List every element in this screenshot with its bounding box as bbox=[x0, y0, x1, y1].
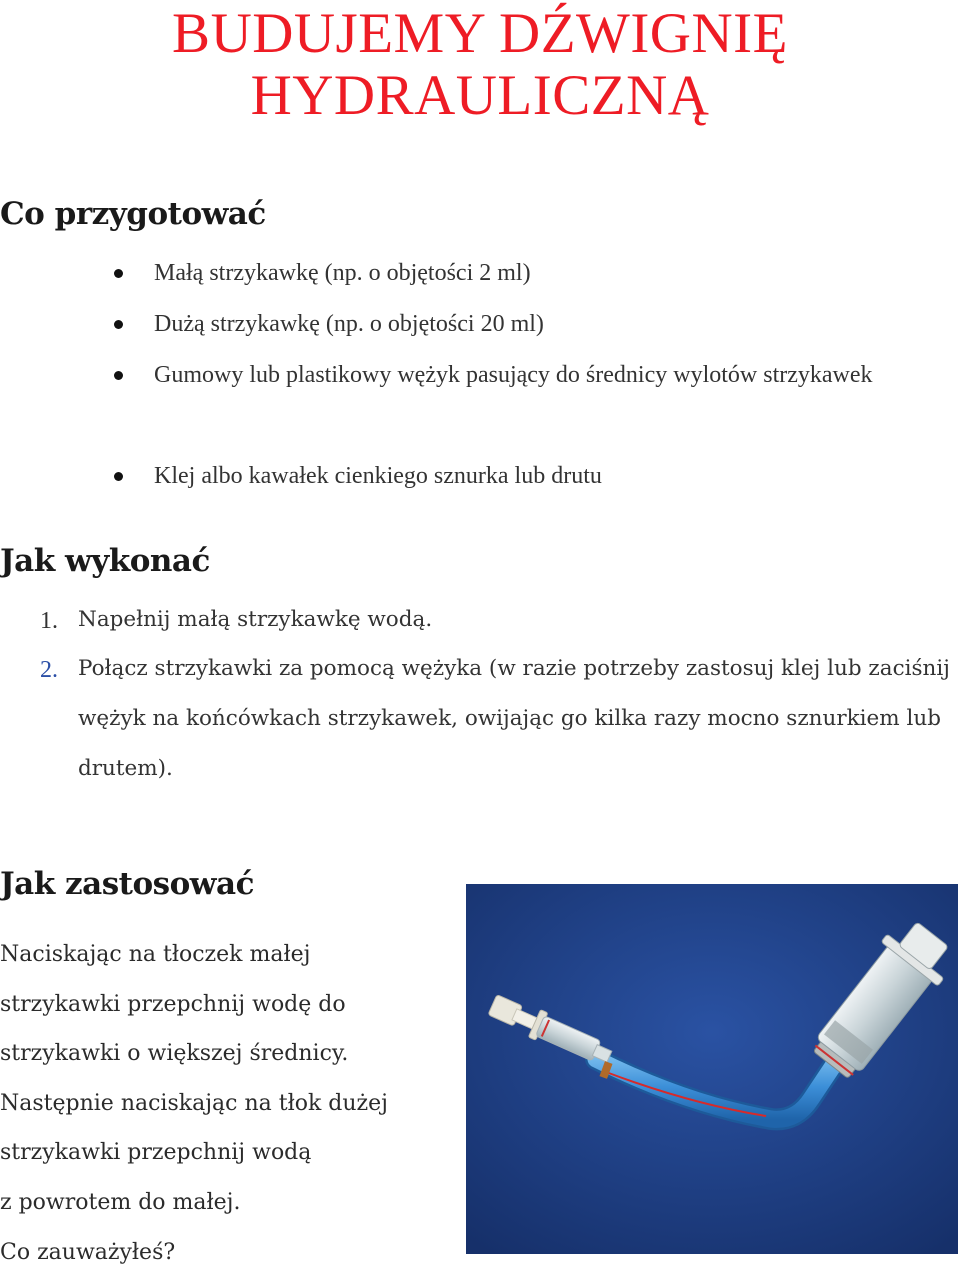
paragraph-line: Co zauważyłeś? bbox=[0, 1239, 176, 1265]
paragraph-line: strzykawki przepchnij wodę do bbox=[0, 991, 346, 1017]
list-item-text: Klej albo kawałek cienkiego sznurka lub drutu bbox=[154, 463, 602, 489]
paragraph-line: z powrotem do małej. bbox=[0, 1189, 241, 1215]
section-heading-prepare: Co przygotować bbox=[0, 196, 266, 232]
step-number: 2. bbox=[40, 657, 58, 683]
page-title-line-1: BUDUJEMY DŹWIGNIĘ bbox=[172, 2, 788, 65]
bullet-icon bbox=[114, 472, 123, 481]
instructions-paragraph bbox=[0, 930, 440, 1277]
bullet-icon bbox=[114, 320, 123, 329]
paragraph-line: Następnie naciskając na tłok dużej bbox=[0, 1090, 388, 1116]
step-text: Napełnij małą strzykawkę wodą. bbox=[78, 607, 433, 632]
list-item-text: Dużą strzykawkę (np. o objętości 20 ml) bbox=[154, 311, 544, 337]
list-item-text: Małą strzykawkę (np. o objętości 2 ml) bbox=[154, 260, 531, 286]
bullet-icon bbox=[114, 269, 123, 278]
section-heading-how: Jak wykonać bbox=[0, 543, 210, 579]
bullet-icon bbox=[114, 371, 123, 380]
paragraph-line: strzykawki o większej średnicy. bbox=[0, 1041, 349, 1067]
hydraulic-lever-photo bbox=[466, 884, 958, 1254]
page-title bbox=[0, 3, 960, 127]
list-item-text: Gumowy lub plastikowy wężyk pasujący do średnicy wylotów strzykawek bbox=[154, 362, 873, 388]
paragraph-line: strzykawki przepchnij wodą bbox=[0, 1140, 312, 1166]
page-title-line-2: HYDRAULICZNĄ bbox=[250, 64, 710, 127]
section-heading-use: Jak zastosować bbox=[0, 866, 254, 902]
step-number: 1. bbox=[40, 608, 58, 634]
step-text: Połącz strzykawki za pomocą wężyka (w razie potrzeby zastosuj klej lub zaciśnij wężyk na końcówkach strzykawek, owijając go kilka razy mocno sznurkiem lub drutem). bbox=[78, 656, 950, 781]
paragraph-line: Naciskając na tłoczek małej bbox=[0, 942, 311, 967]
